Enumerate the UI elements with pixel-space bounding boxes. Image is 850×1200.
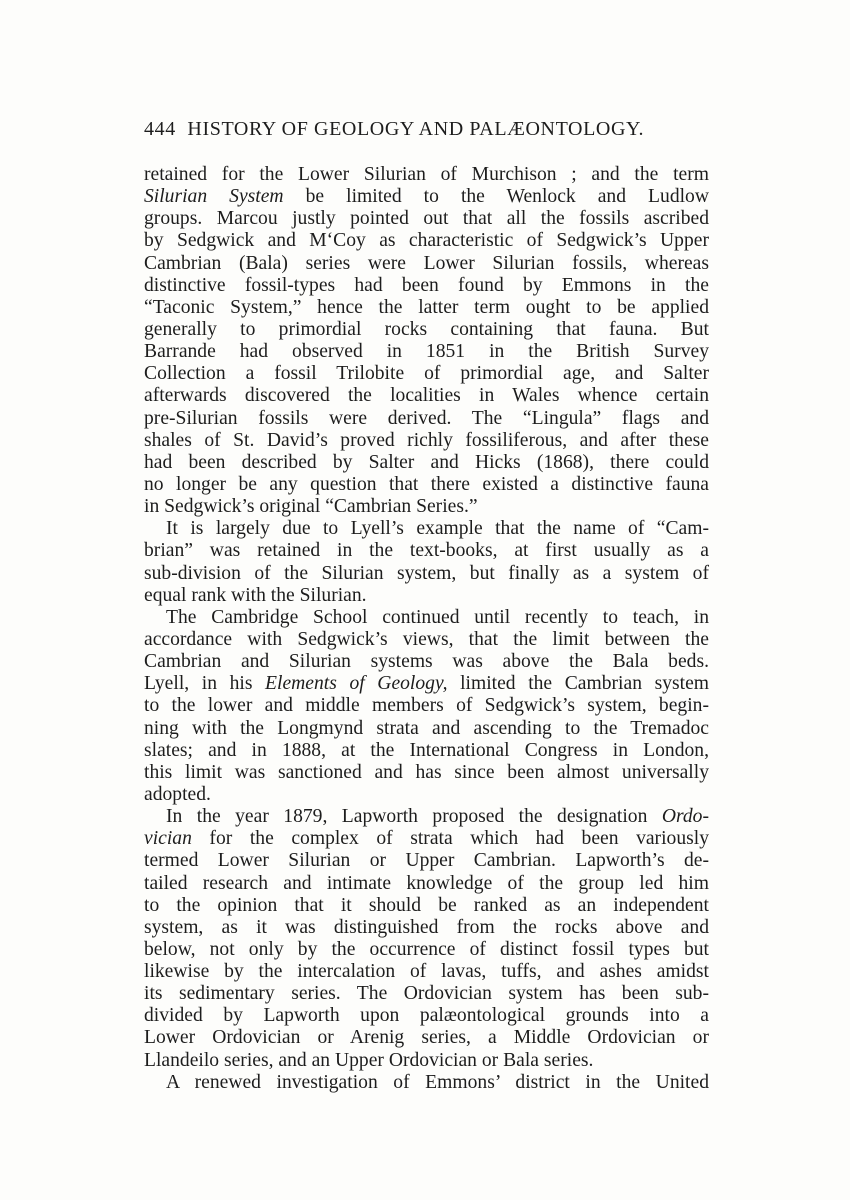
line-text: tailed research and intimate knowledge of the group led him — [144, 872, 709, 894]
text-line — [144, 297, 709, 319]
text-line — [144, 850, 709, 872]
line-text: in Sedgwick’s original “Cambrian Series.” — [144, 496, 478, 518]
line-text: likewise by the intercalation of lavas, tuffs, and ashes amidst — [144, 961, 709, 983]
text-line — [144, 828, 709, 850]
running-head — [144, 118, 709, 141]
text-line — [144, 651, 709, 673]
line-text: The Cambridge School continued until recently to teach, in — [166, 606, 709, 628]
text-line — [144, 983, 709, 1005]
text-line — [144, 341, 709, 363]
body-text — [144, 164, 709, 1094]
page-number: 444 — [144, 118, 176, 140]
line-text: system, as it was distinguished from the rocks above and — [144, 916, 709, 938]
line-text: termed Lower Silurian or Upper Cambrian. Lapworth’s de- — [144, 850, 709, 872]
line-text: ning with the Longmynd strata and ascending to the Tremadoc — [144, 717, 709, 739]
italic-term: Ordo- — [661, 806, 709, 828]
text-line — [144, 762, 709, 784]
line-text: for the complex of strata which had been variously — [191, 828, 709, 850]
running-title: HISTORY OF GEOLOGY AND PALÆONTOLOGY. — [187, 118, 645, 140]
line-text: divided by Lapworth upon palæontological grounds into a — [144, 1005, 709, 1027]
line-text: be limited to the Wenlock and Ludlow — [283, 186, 710, 208]
text-line — [144, 740, 709, 762]
line-text: It is largely due to Lyell’s example that the name of “Cam- — [166, 518, 709, 540]
text-line — [144, 585, 709, 607]
text-line — [144, 275, 709, 297]
line-text: brian” was retained in the text-books, at first usually as a — [144, 540, 709, 562]
line-text: accordance with Sedgwick’s views, that the limit between the — [144, 628, 709, 650]
text-line — [144, 1005, 709, 1027]
italic-term: vician — [144, 828, 192, 850]
line-text: A renewed investigation of Emmons’ district in the United — [166, 1071, 709, 1093]
line-text: Barrande had observed in 1851 in the British Survey — [144, 341, 709, 363]
text-line — [144, 629, 709, 651]
line-text: In the year 1879, Lapworth proposed the designation — [166, 806, 662, 828]
text-line — [144, 474, 709, 496]
line-text: its sedimentary series. The Ordovician system has been sub- — [144, 983, 709, 1005]
italic-term: Silurian System — [144, 186, 284, 208]
text-line — [144, 1072, 709, 1094]
line-text: Llandeilo series, and an Upper Ordovician or Bala series. — [144, 1049, 594, 1071]
line-text: afterwards discovered the localities in Wales whence certain — [144, 385, 709, 407]
text-line — [144, 408, 709, 430]
text-line — [144, 319, 709, 341]
text-line — [144, 452, 709, 474]
text-line — [144, 518, 709, 540]
line-text: equal rank with the Silurian. — [144, 584, 367, 606]
text-line — [144, 895, 709, 917]
text-line — [144, 496, 709, 518]
line-text: shales of St. David’s proved richly fossiliferous, and after these — [144, 429, 709, 451]
text-line — [144, 673, 709, 695]
text-line — [144, 253, 709, 275]
line-text: Lower Ordovician or Arenig series, a Middle Ordovician or — [144, 1027, 709, 1049]
line-text: distinctive fossil-types had been found by Emmons in the — [144, 274, 709, 296]
text-line — [144, 385, 709, 407]
text-line — [144, 164, 709, 186]
text-line — [144, 430, 709, 452]
line-text: “Taconic System,” hence the latter term ought to be applied — [144, 296, 709, 318]
text-line — [144, 939, 709, 961]
line-text: Collection a fossil Trilobite of primordial age, and Salter — [144, 363, 709, 385]
text-line — [144, 563, 709, 585]
line-text: Cambrian and Silurian systems was above the Bala beds. — [144, 651, 709, 673]
text-line — [144, 961, 709, 983]
line-text: retained for the Lower Silurian of Murchison ; and the term — [144, 164, 709, 185]
line-text: below, not only by the occurrence of distinct fossil types but — [144, 938, 709, 960]
line-text: by Sedgwick and M‘Coy as characteristic of Sedgwick’s Upper — [144, 230, 709, 252]
line-text: to the lower and middle members of Sedgwick’s system, begin- — [144, 695, 709, 717]
text-line — [144, 784, 709, 806]
text-line — [144, 208, 709, 230]
line-text: limited the Cambrian system — [447, 673, 710, 695]
text-line — [144, 917, 709, 939]
text-line — [144, 1050, 709, 1072]
text-line — [144, 1027, 709, 1049]
line-text: had been described by Salter and Hicks (1868), there could — [144, 451, 709, 473]
line-text: to the opinion that it should be ranked as an independent — [144, 894, 709, 916]
text-line — [144, 607, 709, 629]
line-text: generally to primordial rocks containing that fauna. But — [144, 318, 709, 340]
line-text: adopted. — [144, 783, 211, 805]
line-text: this limit was sanctioned and has since been almost universally — [144, 761, 709, 783]
line-text: groups. Marcou justly pointed out that all the fossils ascribed — [144, 208, 709, 230]
line-text: sub-division of the Silurian system, but finally as a system of — [144, 562, 709, 584]
text-line — [144, 695, 709, 717]
italic-term: Elements of Geology, — [265, 673, 448, 695]
text-line — [144, 873, 709, 895]
line-text: no longer be any question that there existed a distinctive fauna — [144, 473, 709, 495]
line-text: Cambrian (Bala) series were Lower Silurian fossils, whereas — [144, 252, 709, 274]
line-text: pre-Silurian fossils were derived. The “Lingula” flags and — [144, 407, 709, 429]
text-line — [144, 806, 709, 828]
line-text: slates; and in 1888, at the International Congress in London, — [144, 739, 709, 761]
text-line — [144, 540, 709, 562]
text-line — [144, 718, 709, 740]
text-line — [144, 186, 709, 208]
line-text: Lyell, in his — [144, 673, 266, 695]
text-line — [144, 230, 709, 252]
text-line — [144, 363, 709, 385]
